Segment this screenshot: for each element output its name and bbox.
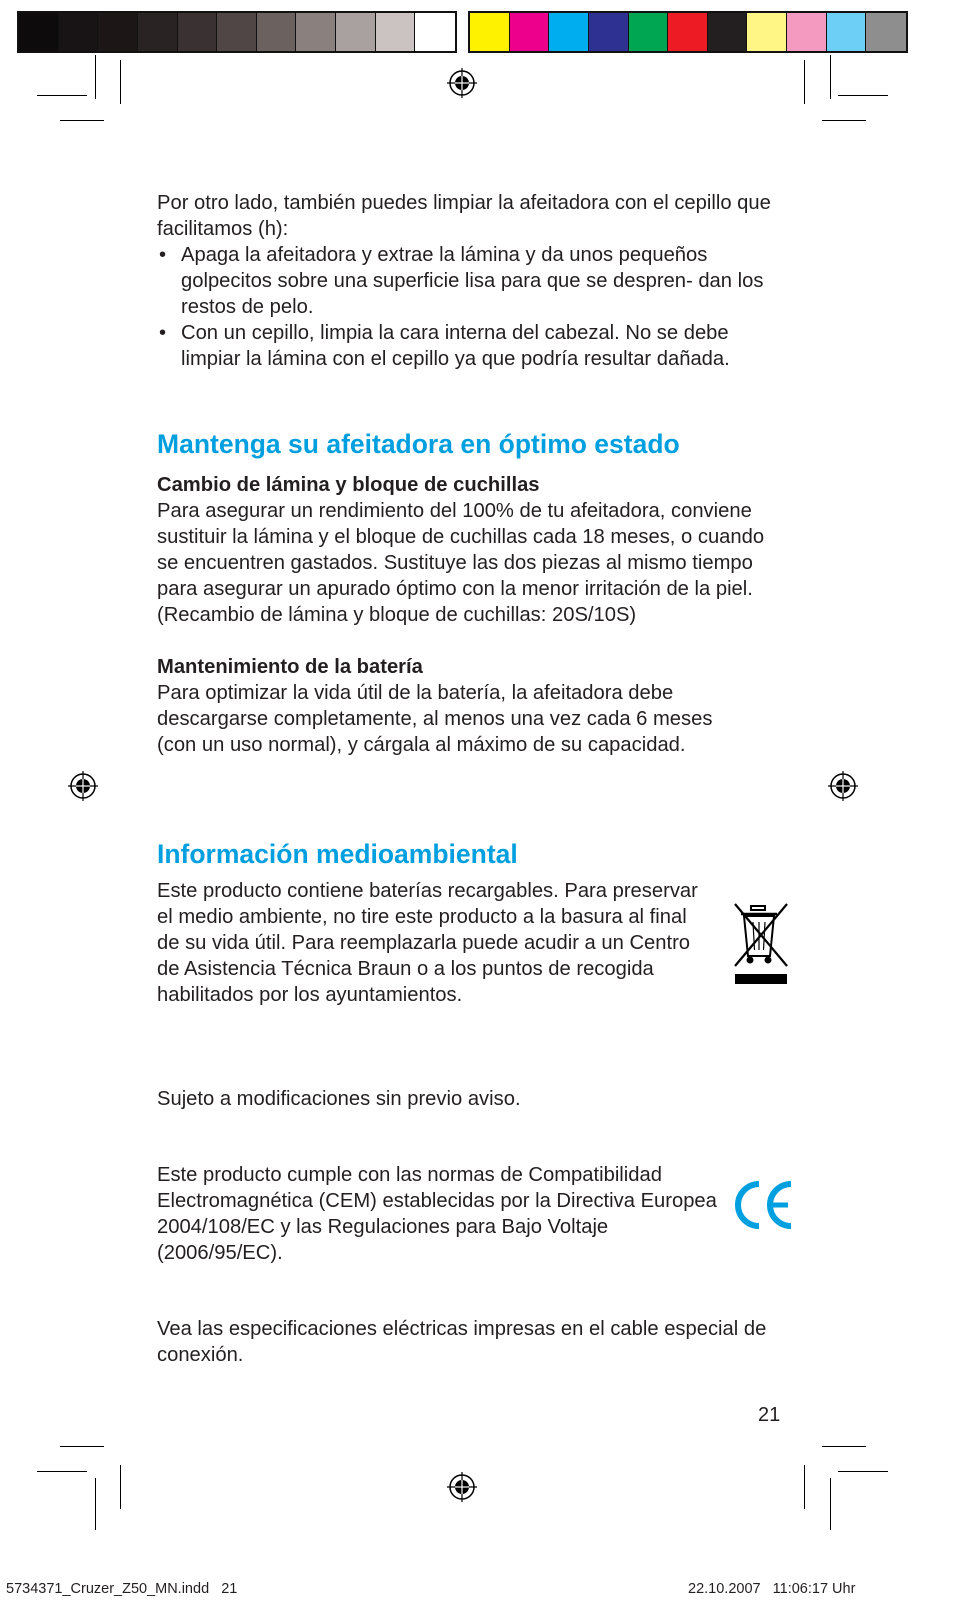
compliance-text: Este producto cumple con las normas de Compatibilidad Electromagnética (CEM) establecidas por la Directiva Europea 2004/108/EC y las Regulaciones para Bajo Voltaje (2006/95/EC). — [157, 1164, 717, 1264]
color-swatch — [178, 13, 218, 51]
crop-mark — [830, 55, 831, 99]
color-swatch — [827, 13, 867, 51]
battery-text: Para optimizar la vida útil de la batería, la afeitadora debe descargarse completamente, al menos una vez cada 6 meses (con un uso normal), y cárgala al máximo de su capacidad. — [157, 682, 713, 756]
color-swatch — [470, 13, 510, 51]
registration-mark-icon — [68, 771, 98, 801]
maintenance-heading: Mantenga su afeitadora en óptimo estado — [157, 429, 680, 459]
compliance-section — [157, 1162, 717, 1266]
crop-mark — [60, 120, 104, 121]
cleaning-intro: Por otro lado, también puedes limpiar la afeitadora con el cepillo que facilitamos (h): — [157, 192, 771, 240]
page-number: 21 — [758, 1404, 781, 1426]
footer-file-name: 5734371_Cruzer_Z50_MN.indd 21 — [6, 1581, 238, 1597]
color-swatch — [668, 13, 708, 51]
color-swatch — [866, 13, 906, 51]
color-swatch — [708, 13, 748, 51]
color-swatch — [138, 13, 178, 51]
cleaning-bullet-list — [157, 242, 782, 372]
list-item: • Apaga la afeitadora y extrae la lámina y da unos pequeños golpecitos sobre una superficie lisa para que se despren- dan los restos de pelo. — [157, 242, 782, 320]
weee-crossed-bin-icon — [733, 902, 789, 986]
color-swatch — [589, 13, 629, 51]
color-swatch — [747, 13, 787, 51]
color-swatch — [629, 13, 669, 51]
color-swatch — [787, 13, 827, 51]
list-item: • Con un cepillo, limpia la cara interna del cabezal. No se debe limpiar la lámina con el cepillo ya que podría resultar dañada. — [157, 320, 782, 372]
color-swatch — [510, 13, 550, 51]
crop-mark — [37, 1471, 87, 1472]
foil-parts-reference: (Recambio de lámina y bloque de cuchillas: 20S/10S) — [157, 604, 637, 626]
crop-mark — [830, 1478, 831, 1530]
color-swatch — [549, 13, 589, 51]
modification-notice: Sujeto a modificaciones sin previo aviso. — [157, 1088, 521, 1110]
foil-change-text: Para asegurar un rendimiento del 100% de tu afeitadora, conviene sustituir la lámina y el bloque de cuchillas cada 18 meses, o cuando se encuentren gastados. Sustituye las dos piezas al mismo tiempo para asegurar un apurado óptimo con la menor irritación de la piel. — [157, 500, 765, 600]
color-swatch — [376, 13, 416, 51]
crop-mark — [822, 120, 866, 121]
crop-mark — [120, 1465, 121, 1509]
color-swatch — [217, 13, 257, 51]
crop-mark — [60, 1446, 104, 1447]
process-color-bar — [468, 11, 908, 53]
crop-mark — [804, 60, 805, 104]
crop-mark — [37, 95, 87, 96]
color-swatch — [19, 13, 59, 51]
crop-mark — [838, 1471, 888, 1472]
color-swatch — [98, 13, 138, 51]
color-swatch — [59, 13, 99, 51]
crop-mark — [95, 1478, 96, 1530]
registration-mark-icon — [447, 1472, 477, 1502]
battery-title: Mantenimiento de la batería — [157, 656, 423, 678]
color-swatch — [296, 13, 336, 51]
environment-heading: Información medioambiental — [157, 839, 518, 869]
footer-timestamp: 22.10.2007 11:06:17 Uhr — [688, 1581, 856, 1597]
color-swatch — [415, 13, 455, 51]
registration-mark-icon — [828, 771, 858, 801]
grayscale-color-bar — [17, 11, 457, 53]
crop-mark — [804, 1465, 805, 1509]
ce-mark-icon — [733, 1180, 795, 1230]
color-swatch — [257, 13, 297, 51]
color-swatch — [336, 13, 376, 51]
cleaning-section — [157, 190, 782, 372]
electrical-section — [157, 1316, 777, 1368]
maintenance-section — [157, 472, 777, 758]
crop-mark — [120, 60, 121, 104]
crop-mark — [838, 95, 888, 96]
electrical-text: Vea las especificaciones eléctricas impresas en el cable especial de conexión. — [157, 1318, 767, 1366]
crop-mark — [95, 55, 96, 99]
crop-mark — [822, 1446, 866, 1447]
environment-text: Este producto contiene baterías recargables. Para preservar el medio ambiente, no tire este producto a la basura al final de su vida útil. Para reemplazarla puede acudir a un Centro de Asistencia Técnica Braun o a los puntos de recogida habilitados por los ayuntamientos. — [157, 880, 698, 1006]
environment-section — [157, 878, 702, 1008]
registration-mark-icon — [447, 68, 477, 98]
foil-change-title: Cambio de lámina y bloque de cuchillas — [157, 474, 540, 496]
